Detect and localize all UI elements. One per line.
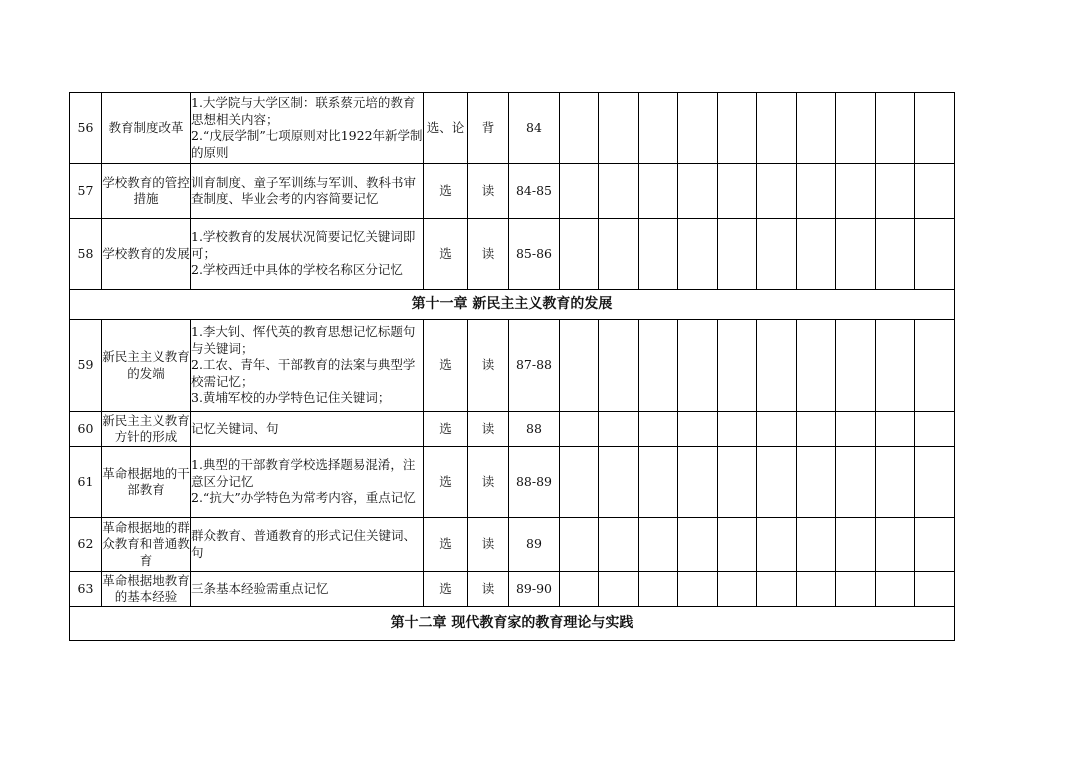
table-row (70, 219, 955, 290)
row-study-level: 读 (468, 320, 509, 412)
blank-cell (599, 219, 639, 290)
blank-cell (599, 412, 639, 447)
blank-cell (678, 518, 718, 572)
blank-cell (639, 412, 678, 447)
blank-cell (876, 164, 915, 219)
row-pages: 88-89 (509, 447, 560, 518)
blank-cell (599, 320, 639, 412)
row-requirement: 1.大学院与大学区制：联系蔡元培的教育思想相关内容； 2.“戊辰学制”七项原则对比1922年新学制的原则 (191, 93, 424, 164)
blank-cell (560, 164, 599, 219)
blank-cell (560, 447, 599, 518)
blank-cell (915, 320, 955, 412)
table-row (70, 93, 955, 164)
blank-cell (718, 518, 757, 572)
row-topic: 革命根据地的群众教育和普通教育 (102, 518, 191, 572)
table-row (70, 447, 955, 518)
blank-cell (757, 164, 797, 219)
row-requirement: 1.李大钊、恽代英的教育思想记忆标题句与关键词； 2.工农、青年、干部教育的法案与典型学校需记忆； 3.黄埔军校的办学特色记住关键词； (191, 320, 424, 412)
row-topic: 学校教育的管控措施 (102, 164, 191, 219)
row-requirement: 群众教育、普通教育的形式记住关键词、句 (191, 518, 424, 572)
blank-cell (560, 93, 599, 164)
blank-cell (560, 219, 599, 290)
blank-cell (915, 447, 955, 518)
row-number: 58 (70, 219, 102, 290)
table-row (70, 320, 955, 412)
blank-cell (639, 320, 678, 412)
row-topic: 新民主主义教育的发端 (102, 320, 191, 412)
row-pages: 89-90 (509, 572, 560, 607)
blank-cell (757, 93, 797, 164)
row-number: 63 (70, 572, 102, 607)
row-topic: 教育制度改革 (102, 93, 191, 164)
row-requirement: 记忆关键词、句 (191, 412, 424, 447)
blank-cell (639, 447, 678, 518)
row-pages: 84 (509, 93, 560, 164)
blank-cell (560, 320, 599, 412)
blank-cell (678, 164, 718, 219)
row-question-type: 选 (424, 164, 468, 219)
blank-cell (718, 219, 757, 290)
row-requirement: 三条基本经验需重点记忆 (191, 572, 424, 607)
blank-cell (757, 412, 797, 447)
blank-cell (599, 518, 639, 572)
row-number: 61 (70, 447, 102, 518)
blank-cell (639, 219, 678, 290)
blank-cell (639, 572, 678, 607)
row-requirement: 1.典型的干部教育学校选择题易混淆，注意区分记忆 2.“抗大”办学特色为常考内容，重点记忆 (191, 447, 424, 518)
row-question-type: 选 (424, 219, 468, 290)
row-number: 56 (70, 93, 102, 164)
blank-cell (915, 164, 955, 219)
row-question-type: 选 (424, 320, 468, 412)
blank-cell (678, 219, 718, 290)
table-row (70, 164, 955, 219)
blank-cell (718, 164, 757, 219)
chapter-row (70, 607, 955, 641)
blank-cell (718, 572, 757, 607)
blank-cell (836, 164, 876, 219)
blank-cell (797, 518, 836, 572)
blank-cell (599, 93, 639, 164)
blank-cell (836, 447, 876, 518)
blank-cell (678, 447, 718, 518)
blank-cell (560, 572, 599, 607)
row-requirement: 1.学校教育的发展状况简要记忆关键词即可； 2.学校西迁中具体的学校名称区分记忆 (191, 219, 424, 290)
row-topic: 学校教育的发展 (102, 219, 191, 290)
row-study-level: 读 (468, 518, 509, 572)
blank-cell (876, 518, 915, 572)
blank-cell (757, 447, 797, 518)
row-question-type: 选 (424, 412, 468, 447)
table-row (70, 572, 955, 607)
blank-cell (678, 572, 718, 607)
blank-cell (678, 412, 718, 447)
blank-cell (599, 572, 639, 607)
blank-cell (915, 219, 955, 290)
row-number: 60 (70, 412, 102, 447)
blank-cell (876, 447, 915, 518)
blank-cell (718, 412, 757, 447)
blank-cell (915, 93, 955, 164)
row-requirement: 训育制度、童子军训练与军训、教科书审查制度、毕业会考的内容简要记忆 (191, 164, 424, 219)
row-question-type: 选、论 (424, 93, 468, 164)
row-study-level: 读 (468, 447, 509, 518)
blank-cell (836, 412, 876, 447)
blank-cell (836, 93, 876, 164)
blank-cell (797, 447, 836, 518)
blank-cell (639, 93, 678, 164)
table-section-ch11 (70, 320, 955, 607)
chapter-row (70, 290, 955, 320)
blank-cell (639, 518, 678, 572)
row-number: 62 (70, 518, 102, 572)
blank-cell (797, 572, 836, 607)
blank-cell (678, 320, 718, 412)
blank-cell (757, 219, 797, 290)
blank-cell (836, 320, 876, 412)
row-topic: 革命根据地教育的基本经验 (102, 572, 191, 607)
row-question-type: 选 (424, 572, 468, 607)
blank-cell (836, 572, 876, 607)
blank-cell (836, 518, 876, 572)
row-number: 57 (70, 164, 102, 219)
row-question-type: 选 (424, 447, 468, 518)
row-study-level: 读 (468, 219, 509, 290)
blank-cell (718, 320, 757, 412)
table-row (70, 412, 955, 447)
blank-cell (797, 412, 836, 447)
row-study-level: 读 (468, 412, 509, 447)
blank-cell (599, 447, 639, 518)
blank-cell (560, 412, 599, 447)
row-pages: 88 (509, 412, 560, 447)
row-number: 59 (70, 320, 102, 412)
blank-cell (718, 447, 757, 518)
row-pages: 84-85 (509, 164, 560, 219)
blank-cell (915, 572, 955, 607)
row-pages: 89 (509, 518, 560, 572)
row-topic: 革命根据地的干部教育 (102, 447, 191, 518)
blank-cell (797, 219, 836, 290)
blank-cell (876, 572, 915, 607)
row-study-level: 读 (468, 164, 509, 219)
chapter-title: 第十二章 现代教育家的教育理论与实践 (70, 607, 955, 641)
blank-cell (876, 320, 915, 412)
blank-cell (876, 412, 915, 447)
blank-cell (757, 320, 797, 412)
blank-cell (560, 518, 599, 572)
blank-cell (915, 412, 955, 447)
row-study-level: 读 (468, 572, 509, 607)
row-topic: 新民主主义教育方针的形成 (102, 412, 191, 447)
table-section-ch10 (70, 93, 955, 290)
blank-cell (678, 93, 718, 164)
blank-cell (915, 518, 955, 572)
blank-cell (797, 164, 836, 219)
blank-cell (797, 93, 836, 164)
chapter-title: 第十一章 新民主主义教育的发展 (70, 290, 955, 320)
study-plan-table (69, 92, 955, 641)
blank-cell (757, 518, 797, 572)
row-study-level: 背 (468, 93, 509, 164)
row-pages: 87-88 (509, 320, 560, 412)
table-row (70, 518, 955, 572)
blank-cell (876, 219, 915, 290)
blank-cell (599, 164, 639, 219)
row-pages: 85-86 (509, 219, 560, 290)
blank-cell (639, 164, 678, 219)
blank-cell (718, 93, 757, 164)
blank-cell (757, 572, 797, 607)
blank-cell (797, 320, 836, 412)
blank-cell (836, 219, 876, 290)
blank-cell (876, 93, 915, 164)
row-question-type: 选 (424, 518, 468, 572)
